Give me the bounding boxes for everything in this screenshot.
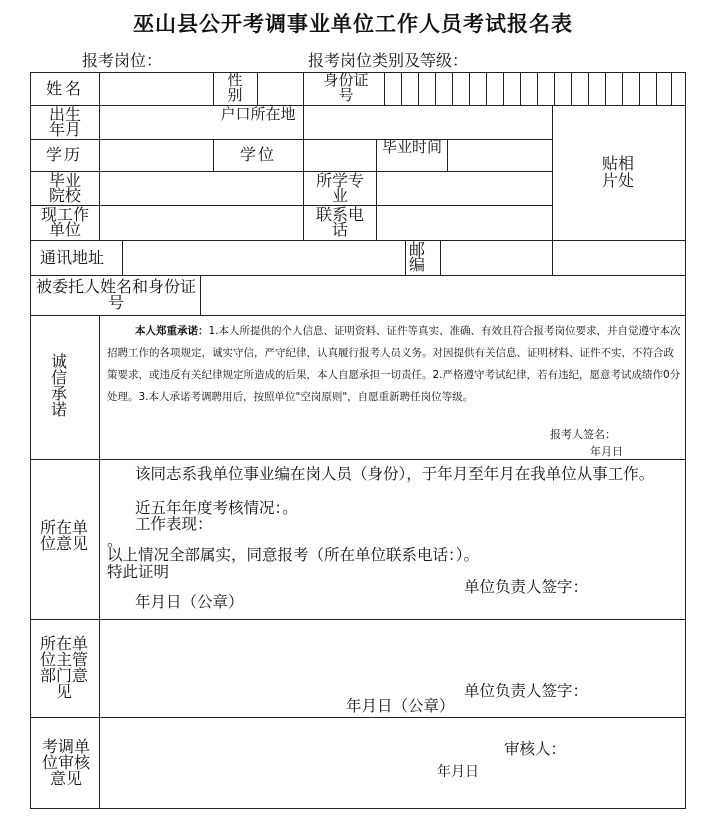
unit-opinion-line1: 该同志系我单位事业编在岗人员（身份），于年月至年月在我单位从事工作。 [135, 465, 655, 483]
postcode-input[interactable] [441, 241, 551, 274]
major-label: 所学专业 [315, 171, 364, 205]
photo-label: 贴相片处 [601, 154, 634, 190]
degree-input[interactable] [304, 140, 375, 170]
phone-input[interactable] [377, 206, 551, 239]
hukou-label: 户口所在地 [220, 105, 296, 123]
unit-opinion-date-label: 年月日（公章） [135, 593, 244, 611]
education-label: 学历 [46, 145, 83, 164]
grad-time-input[interactable] [448, 140, 551, 170]
unit-opinion-line6: 特此证明 [107, 563, 170, 581]
school-label: 毕业院校 [48, 171, 81, 205]
work-unit-label: 现工作单位 [40, 205, 89, 239]
pledge-sign-label: 报考人签名： [550, 428, 616, 441]
phone-label: 联系电话 [315, 205, 364, 239]
dept-opinion-sign-label: 单位负责人签字： [464, 682, 589, 700]
pledge-date-label: 年月日 [590, 445, 623, 458]
education-input[interactable] [100, 140, 212, 170]
unit-opinion-line4: 。 [107, 532, 123, 550]
unit-opinion-line2: 近五年年度考核情况：。 [135, 499, 298, 517]
category-label: 报考岗位类别及等级： [308, 51, 469, 70]
delegate-input[interactable] [201, 276, 685, 314]
degree-label: 学位 [240, 145, 277, 164]
grad-time-label: 毕业时间 [381, 138, 442, 156]
dept-opinion-date-label: 年月日（公章） [346, 697, 455, 715]
school-input[interactable] [100, 172, 302, 204]
review-opinion-date-label: 年月日 [437, 764, 479, 780]
unit-opinion-line3: 工作表现： [135, 515, 213, 533]
work-unit-input[interactable] [100, 206, 302, 239]
birth-label: 出生年月 [48, 105, 81, 139]
gender-input[interactable] [258, 73, 302, 104]
review-opinion-sign-label: 审核人： [504, 740, 567, 758]
gender-label: 性别 [227, 71, 243, 104]
unit-opinion-sign-label: 单位负责人签字： [464, 578, 589, 596]
birth-input[interactable] [100, 106, 212, 138]
unit-opinion-line5: 以上情况全部属实，同意报考（所在单位联系电话：）。 [107, 546, 480, 564]
id-label: 身份证号 [323, 71, 369, 104]
unit-opinion-side-label: 所在单位意见 [39, 518, 88, 553]
dept-opinion-side-label: 所在单位主管部门意见 [39, 634, 88, 701]
form-title: 巫山县公开考调事业单位工作人员考试报名表 [133, 12, 573, 36]
address-label: 通讯地址 [40, 248, 105, 267]
delegate-label: 被委托人姓名和身份证号 [36, 277, 197, 312]
hukou-input[interactable] [304, 106, 551, 138]
pledge-signature-field[interactable] [620, 424, 680, 442]
postcode-label: 邮编 [408, 240, 425, 274]
address-input[interactable] [123, 241, 404, 274]
name-label: 姓名 [46, 79, 85, 98]
review-opinion-signature-field[interactable] [570, 738, 680, 758]
review-opinion-side-label: 考调单位审核意见 [41, 737, 90, 788]
unit-opinion-signature-field[interactable] [600, 576, 680, 596]
pledge-text [107, 320, 681, 408]
major-input[interactable] [377, 172, 551, 204]
id-number-input[interactable] [385, 73, 685, 104]
name-input[interactable] [100, 73, 212, 104]
position-label: 报考岗位： [82, 51, 163, 70]
pledge-side-label: 诚信承诺 [50, 352, 67, 419]
dept-opinion-signature-field[interactable] [600, 680, 680, 700]
pledge-heading: 本人郑重承诺： [135, 325, 209, 337]
pledge-body: 1.本人所提供的个人信息、证明资料、证件等真实、准确、有效且符合报考岗位要求，并自觉遵守本次招聘工作的各项规定，诚实守信，严守纪律，认真履行报考人员义务。对因提供有关信息、证明材料、证件不实，不符合政策要求，或违反有关纪律规定所造成的后果，本人自愿承担一切责任。2.严格遵守考试纪律，若有违纪，愿意考试成绩作0分处理。3.本人承诺考调聘用后，按照单位"空岗原则"，自愿重新聘任岗位等级。 [107, 325, 681, 403]
